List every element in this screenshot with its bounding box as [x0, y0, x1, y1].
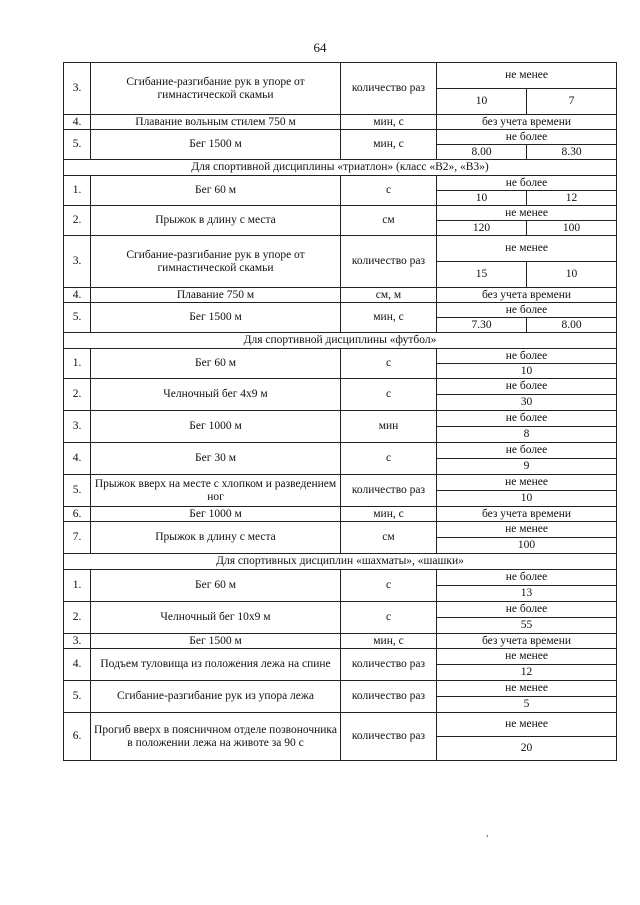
row-number: 2. [64, 206, 91, 236]
page-number: 64 [313, 40, 327, 55]
row-number: 5. [64, 303, 91, 333]
exercise-name: Бег 1000 м [91, 507, 341, 522]
row-number: 3. [64, 634, 91, 649]
section-title: Для спортивной дисциплины «футбол» [64, 333, 617, 349]
norm-condition: не менее [437, 63, 617, 89]
table-row [64, 649, 617, 665]
row-number: 2. [64, 379, 91, 411]
norm-condition: не более [437, 443, 617, 459]
table-row [64, 681, 617, 697]
row-number: 1. [64, 570, 91, 602]
table-row [64, 602, 617, 618]
unit-of-measure: мин, с [341, 634, 437, 649]
table-row [64, 303, 617, 318]
norm-value: 10 [437, 191, 527, 206]
norm-condition: не менее [437, 713, 617, 737]
row-number: 1. [64, 176, 91, 206]
table-row [64, 713, 617, 737]
norm-value: 10 [437, 89, 527, 115]
unit-of-measure: мин, с [341, 115, 437, 130]
norm-value: 12 [437, 665, 617, 681]
row-number: 2. [64, 602, 91, 634]
table-row [64, 176, 617, 191]
unit-of-measure: мин, с [341, 303, 437, 333]
unit-of-measure: см [341, 522, 437, 554]
norm-value: 120 [437, 221, 527, 236]
table-row [64, 206, 617, 221]
unit-of-measure: количество раз [341, 63, 437, 115]
exercise-name: Прыжок в длину с места [91, 522, 341, 554]
row-number: 4. [64, 288, 91, 303]
norm-condition: не менее [437, 681, 617, 697]
norm-condition: без учета времени [437, 115, 617, 130]
table-row [64, 507, 617, 522]
section-title: Для спортивной дисциплины «триатлон» (класс «В2», «В3») [64, 160, 617, 176]
norm-value: 13 [437, 586, 617, 602]
exercise-name: Бег 30 м [91, 443, 341, 475]
exercise-name: Бег 1500 м [91, 634, 341, 649]
row-number: 1. [64, 349, 91, 379]
table-row [64, 236, 617, 262]
norm-condition: не более [437, 130, 617, 145]
table-row [64, 379, 617, 395]
norm-condition: не менее [437, 206, 617, 221]
table-row [64, 443, 617, 459]
table-row [64, 288, 617, 303]
unit-of-measure: с [341, 443, 437, 475]
row-number: 4. [64, 649, 91, 681]
unit-of-measure: количество раз [341, 681, 437, 713]
exercise-name: Плавание 750 м [91, 288, 341, 303]
norm-value: 7.30 [437, 318, 527, 333]
norm-value: 8.30 [527, 145, 617, 160]
norm-condition: не более [437, 303, 617, 318]
norm-value: 10 [437, 364, 617, 379]
norm-value: 20 [437, 737, 617, 761]
unit-of-measure: с [341, 349, 437, 379]
row-number: 4. [64, 115, 91, 130]
table-row [64, 411, 617, 427]
row-number: 3. [64, 411, 91, 443]
unit-of-measure: с [341, 176, 437, 206]
section-row [64, 333, 617, 349]
norm-condition: не менее [437, 236, 617, 262]
exercise-name: Прогиб вверх в поясничном отделе позвоночника в положении лежа на животе за 90 с [91, 713, 341, 761]
exercise-name: Подъем туловища из положения лежа на спине [91, 649, 341, 681]
norm-condition: без учета времени [437, 507, 617, 522]
unit-of-measure: см [341, 206, 437, 236]
norm-value: 10 [527, 262, 617, 288]
norm-value: 7 [527, 89, 617, 115]
norm-condition: без учета времени [437, 634, 617, 649]
exercise-name: Бег 1500 м [91, 130, 341, 160]
table-row [64, 522, 617, 538]
exercise-name: Сгибание-разгибание рук в упоре от гимнастической скамьи [91, 236, 341, 288]
norm-value: 9 [437, 459, 617, 475]
scan-mark: , [486, 828, 489, 839]
norm-condition: не менее [437, 522, 617, 538]
table-row [64, 634, 617, 649]
table-row [64, 475, 617, 491]
norm-condition: не более [437, 349, 617, 364]
row-number: 7. [64, 522, 91, 554]
row-number: 6. [64, 713, 91, 761]
row-number: 6. [64, 507, 91, 522]
exercise-name: Прыжок в длину с места [91, 206, 341, 236]
unit-of-measure: мин [341, 411, 437, 443]
norm-value: 8.00 [527, 318, 617, 333]
standards-table [63, 62, 617, 761]
unit-of-measure: количество раз [341, 649, 437, 681]
unit-of-measure: мин, с [341, 130, 437, 160]
norm-value: 100 [527, 221, 617, 236]
exercise-name: Бег 60 м [91, 176, 341, 206]
section-row [64, 554, 617, 570]
standards-table-body [64, 63, 617, 761]
exercise-name: Бег 60 м [91, 349, 341, 379]
exercise-name: Бег 1500 м [91, 303, 341, 333]
norm-condition: не более [437, 176, 617, 191]
exercise-name: Бег 60 м [91, 570, 341, 602]
table-row [64, 130, 617, 145]
norm-condition: без учета времени [437, 288, 617, 303]
norm-value: 8 [437, 427, 617, 443]
table-row [64, 115, 617, 130]
exercise-name: Плавание вольным стилем 750 м [91, 115, 341, 130]
exercise-name: Челночный бег 10х9 м [91, 602, 341, 634]
table-row [64, 570, 617, 586]
norm-value: 55 [437, 618, 617, 634]
norm-condition: не более [437, 411, 617, 427]
norm-value: 8.00 [437, 145, 527, 160]
norm-value: 15 [437, 262, 527, 288]
exercise-name: Бег 1000 м [91, 411, 341, 443]
section-title: Для спортивных дисциплин «шахматы», «шашки» [64, 554, 617, 570]
table-row [64, 349, 617, 364]
norm-value: 5 [437, 697, 617, 713]
unit-of-measure: мин, с [341, 507, 437, 522]
norm-value: 30 [437, 395, 617, 411]
norm-condition: не более [437, 570, 617, 586]
row-number: 5. [64, 681, 91, 713]
unit-of-measure: с [341, 602, 437, 634]
norm-condition: не более [437, 602, 617, 618]
table-row [64, 63, 617, 89]
exercise-name: Прыжок вверх на месте с хлопком и разведением ног [91, 475, 341, 507]
exercise-name: Сгибание-разгибание рук из упора лежа [91, 681, 341, 713]
exercise-name: Челночный бег 4x9 м [91, 379, 341, 411]
norm-value: 12 [527, 191, 617, 206]
unit-of-measure: количество раз [341, 236, 437, 288]
unit-of-measure: см, м [341, 288, 437, 303]
unit-of-measure: с [341, 570, 437, 602]
unit-of-measure: количество раз [341, 713, 437, 761]
exercise-name: Сгибание-разгибание рук в упоре от гимнастической скамьи [91, 63, 341, 115]
norm-condition: не менее [437, 475, 617, 491]
row-number: 5. [64, 475, 91, 507]
section-row [64, 160, 617, 176]
row-number: 4. [64, 443, 91, 475]
row-number: 5. [64, 130, 91, 160]
row-number: 3. [64, 236, 91, 288]
norm-condition: не более [437, 379, 617, 395]
unit-of-measure: количество раз [341, 475, 437, 507]
norm-value: 10 [437, 491, 617, 507]
unit-of-measure: с [341, 379, 437, 411]
row-number: 3. [64, 63, 91, 115]
norm-value: 100 [437, 538, 617, 554]
norm-condition: не менее [437, 649, 617, 665]
